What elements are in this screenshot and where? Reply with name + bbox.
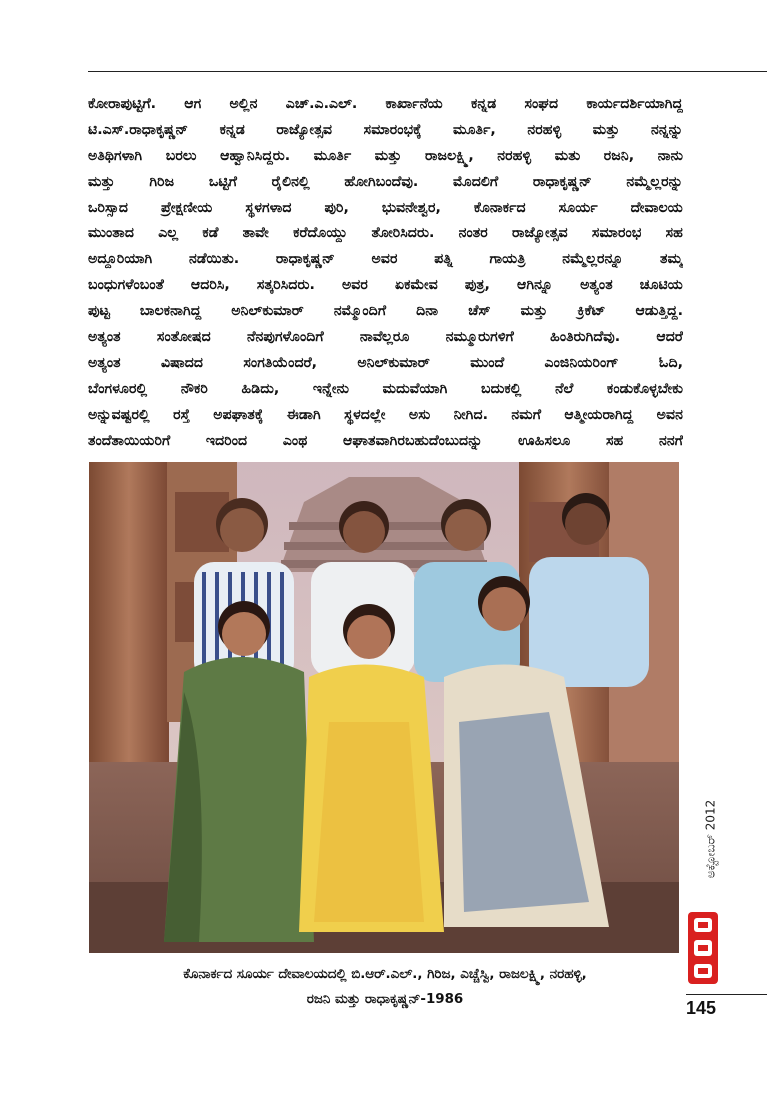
article-line: ಅದ್ದೂರಿಯಾಗಿ ನಡೆಯಿತು. ರಾಧಾಕೃಷ್ಣನ್ ಅವರ ಪತ್ನಿ ಗಾಯತ್ರಿ ನಮ್ಮೆಲ್ಲರನ್ನೂ ತಮ್ಮ: [88, 251, 683, 268]
article-line: ಒರಿಸ್ಸಾದ ಪ್ರೇಕ್ಷಣೀಯ ಸ್ಥಳಗಳಾದ ಪುರಿ, ಭುವನೇಶ್ವರ, ಕೊನಾರ್ಕದ ಸೂರ್ಯ ದೇವಾಲಯ: [88, 199, 683, 216]
issue-month: ಅಕ್ಟೋಬರ್: [703, 834, 718, 879]
article-line: ಕೋರಾಪುಟ್ಟಿಗೆ. ಆಗ ಅಲ್ಲಿನ ಎಚ್.ಎ.ಎಲ್. ಕಾರ್ಖಾನೆಯ ಕನ್ನಡ ಸಂಘದ ಕಾರ್ಯದರ್ಶಿಯಾಗಿದ್ದ: [88, 96, 683, 112]
article-line: ಅತ್ಯಂತ ವಿಷಾದದ ಸಂಗತಿಯೆಂದರೆ, ಅನಿಲ್‌ಕುಮಾರ್ ಮುಂದೆ ಎಂಜಿನಿಯರಿಂಗ್ ಓದಿ,: [88, 354, 683, 371]
article-line: ತಂದೆತಾಯಿಯರಿಗೆ ಇದರಿಂದ ಎಂಥ ಆಘಾತವಾಗಿರಬಹುದೆಂಬುದನ್ನು ಊಹಿಸಲೂ ಸಹ ನನಗೆ: [88, 432, 683, 449]
article-line: ಮತ್ತು ಗಿರಿಜ ಒಟ್ಟಿಗೆ ರೈಲಿನಲ್ಲಿ ಹೋಗಿಬಂದೆವು. ಮೊದಲಿಗೆ ರಾಧಾಕೃಷ್ಣನ್ ನಮ್ಮೆಲ್ಲರನ್ನು: [88, 173, 683, 190]
caption-line-2: ರಜನಿ ಮತ್ತು ರಾಧಾಕೃಷ್ಣನ್-1986: [306, 992, 464, 1007]
footer-rule: [686, 994, 767, 995]
group-photo: [89, 462, 679, 953]
issue-year: 2012: [703, 799, 718, 831]
article-line: ಅನ್ನುವಷ್ಟರಲ್ಲಿ ರಸ್ತೆ ಅಪಘಾತಕ್ಕೆ ಈಡಾಗಿ ಸ್ಥಳದಲ್ಲೇ ಅಸು ನೀಗಿದ. ನಮಗೆ ಆತ್ಮೀಯರಾಗಿದ್ದ ಅವನ: [88, 406, 683, 423]
article-body: [88, 92, 683, 454]
article-line: ಬಂಧುಗಳೆಂಬಂತೆ ಆದರಿಸಿ, ಸತ್ಕರಿಸಿದರು. ಅವರ ಏಕಮೇವ ಪುತ್ರ, ಆಗಿನ್ನೂ ಅತ್ಯಂತ ಚೂಟಿಯ: [88, 277, 683, 294]
article-line: ಬೆಂಗಳೂರಲ್ಲಿ ನೌಕರಿ ಹಿಡಿದು, ಇನ್ನೇನು ಮದುವೆಯಾಗಿ ಬದುಕಲ್ಲಿ ನೆಲೆ ಕಂಡುಕೊಳ್ಳಬೇಕು: [88, 380, 683, 397]
article-line: ಅತ್ಯಂತ ಸಂತೋಷದ ನೆನಪುಗಳೊಂದಿಗೆ ನಾವೆಲ್ಲರೂ ನಮ್ಮೂರುಗಳಿಗೆ ಹಿಂತಿರುಗಿದೆವು. ಆದರೆ: [88, 329, 683, 346]
header-rule: [88, 71, 767, 72]
article-line: ಮುಂತಾದ ಎಲ್ಲ ಕಡೆ ತಾವೇ ಕರೆದೊಯ್ದು ತೋರಿಸಿದರು. ನಂತರ ರಾಜ್ಯೋತ್ಸವ ಸಮಾರಂಭ ಸಹ: [88, 225, 683, 242]
article-line: ಅತಿಥಿಗಳಾಗಿ ಬರಲು ಆಹ್ವಾನಿಸಿದ್ದರು. ಮೂರ್ತಿ ಮತ್ತು ರಾಜಲಕ್ಷ್ಮಿ, ನರಹಳ್ಳಿ ಮತು ರಜನಿ, ನಾನು: [88, 147, 683, 164]
photo-caption: [88, 962, 682, 1012]
page-number: 145: [686, 998, 717, 1018]
issue-date: [703, 775, 719, 903]
magazine-logo: [686, 910, 720, 986]
caption-line-1: ಕೊನಾರ್ಕದ ಸೂರ್ಯ ದೇವಾಲಯದಲ್ಲಿ ಬಿ.ಆರ್.ಎಲ್., ಗಿರಿಜ, ಎಚ್ಚೆಸ್ವಿ, ರಾಜಲಕ್ಷ್ಮಿ, ನರಹಳ್ಳಿ,: [183, 967, 587, 982]
article-line: ಪುಟ್ಟ ಬಾಲಕನಾಗಿದ್ದ ಅನಿಲ್‌ಕುಮಾರ್ ನಮ್ಮೊಂದಿಗೆ ದಿನಾ ಚೆಸ್ ಮತ್ತು ಕ್ರಿಕೆಟ್ ಆಡುತ್ತಿದ್ದ.: [88, 303, 683, 320]
article-line: ಟಿ.ಎಸ್.ರಾಧಾಕೃಷ್ಣನ್ ಕನ್ನಡ ರಾಜ್ಯೋತ್ಸವ ಸಮಾರಂಭಕ್ಕೆ ಮೂರ್ತಿ, ನರಹಳ್ಳಿ ಮತ್ತು ನನ್ನನ್ನು: [88, 121, 683, 138]
